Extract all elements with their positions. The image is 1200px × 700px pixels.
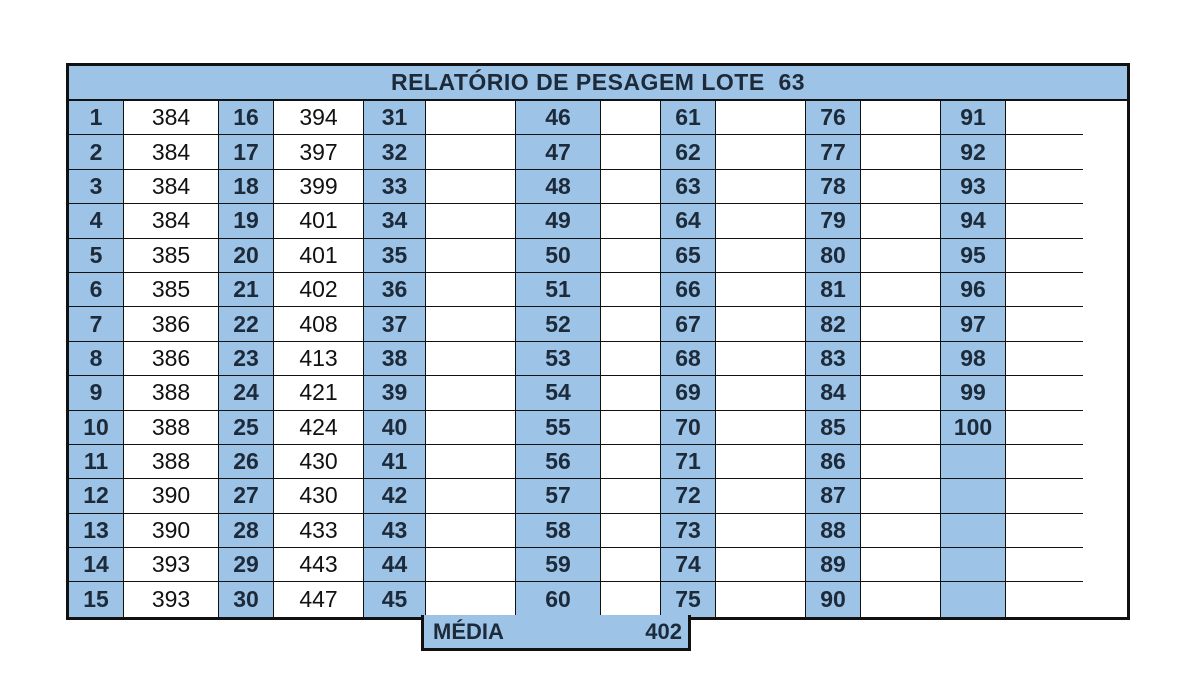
empty-weight-cell <box>601 170 661 204</box>
weight-value: 384 <box>124 170 219 204</box>
item-number: 17 <box>219 135 274 169</box>
empty-weight-cell <box>426 514 516 548</box>
empty-weight-cell <box>426 273 516 307</box>
weight-value: 443 <box>274 548 364 582</box>
item-number: 30 <box>219 582 274 616</box>
item-number: 13 <box>69 514 124 548</box>
empty-weight-cell <box>1006 239 1083 273</box>
item-number: 84 <box>806 376 861 410</box>
item-number: 42 <box>364 479 426 513</box>
empty-weight-cell <box>601 307 661 341</box>
empty-weight-cell <box>861 273 941 307</box>
item-number: 57 <box>516 479 601 513</box>
item-number: 6 <box>69 273 124 307</box>
item-number: 58 <box>516 514 601 548</box>
weight-value: 421 <box>274 376 364 410</box>
empty-weight-cell <box>861 411 941 445</box>
empty-weight-cell <box>716 582 806 616</box>
empty-weight-cell <box>601 411 661 445</box>
weight-value: 393 <box>124 548 219 582</box>
empty-weight-cell <box>861 376 941 410</box>
item-number: 56 <box>516 445 601 479</box>
empty-weight-cell <box>601 101 661 135</box>
weight-value: 433 <box>274 514 364 548</box>
empty-weight-cell <box>716 273 806 307</box>
empty-weight-cell <box>716 170 806 204</box>
weight-value: 384 <box>124 101 219 135</box>
weight-value: 388 <box>124 411 219 445</box>
item-number: 67 <box>661 307 716 341</box>
empty-weight-cell <box>716 548 806 582</box>
item-number: 12 <box>69 479 124 513</box>
item-number: 43 <box>364 514 426 548</box>
weight-value: 390 <box>124 514 219 548</box>
item-number: 86 <box>806 445 861 479</box>
item-number: 92 <box>941 135 1006 169</box>
weight-value: 408 <box>274 307 364 341</box>
empty-weight-cell <box>716 342 806 376</box>
empty-weight-cell <box>1006 411 1083 445</box>
item-number: 90 <box>806 582 861 616</box>
weight-value: 402 <box>274 273 364 307</box>
item-number: 61 <box>661 101 716 135</box>
empty-weight-cell <box>601 548 661 582</box>
empty-weight-cell <box>861 548 941 582</box>
item-number: 74 <box>661 548 716 582</box>
weight-value: 386 <box>124 307 219 341</box>
item-number: 63 <box>661 170 716 204</box>
empty-weight-cell <box>601 582 661 616</box>
item-number: 29 <box>219 548 274 582</box>
empty-weight-cell <box>601 239 661 273</box>
weighing-report-table <box>66 63 1130 620</box>
empty-weight-cell <box>1006 135 1083 169</box>
empty-weight-cell <box>1006 342 1083 376</box>
item-number: 77 <box>806 135 861 169</box>
empty-weight-cell <box>426 239 516 273</box>
item-number: 3 <box>69 170 124 204</box>
weight-value: 401 <box>274 204 364 238</box>
item-number: 71 <box>661 445 716 479</box>
empty-weight-cell <box>716 135 806 169</box>
item-number: 94 <box>941 204 1006 238</box>
item-number: 85 <box>806 411 861 445</box>
report-title: RELATÓRIO DE PESAGEM LOTE 63 <box>69 66 1127 101</box>
item-number: 95 <box>941 239 1006 273</box>
empty-weight-cell <box>861 135 941 169</box>
weight-value: 384 <box>124 204 219 238</box>
item-number: 98 <box>941 342 1006 376</box>
item-number: 24 <box>219 376 274 410</box>
item-number: 27 <box>219 479 274 513</box>
item-number: 19 <box>219 204 274 238</box>
average-label: MÉDIA <box>433 618 504 644</box>
item-number: 32 <box>364 135 426 169</box>
item-number: 15 <box>69 582 124 616</box>
item-number: 78 <box>806 170 861 204</box>
empty-weight-cell <box>861 239 941 273</box>
empty-weight-cell <box>716 514 806 548</box>
empty-number-cell <box>941 479 1006 513</box>
weight-value: 413 <box>274 342 364 376</box>
weight-value: 393 <box>124 582 219 616</box>
empty-weight-cell <box>426 170 516 204</box>
empty-weight-cell <box>716 307 806 341</box>
empty-weight-cell <box>601 204 661 238</box>
item-number: 76 <box>806 101 861 135</box>
item-number: 80 <box>806 239 861 273</box>
item-number: 40 <box>364 411 426 445</box>
item-number: 60 <box>516 582 601 616</box>
empty-weight-cell <box>716 411 806 445</box>
item-number: 91 <box>941 101 1006 135</box>
empty-weight-cell <box>861 479 941 513</box>
item-number: 96 <box>941 273 1006 307</box>
empty-weight-cell <box>1006 204 1083 238</box>
item-number: 97 <box>941 307 1006 341</box>
item-number: 46 <box>516 101 601 135</box>
item-number: 100 <box>941 411 1006 445</box>
item-number: 99 <box>941 376 1006 410</box>
empty-weight-cell <box>716 445 806 479</box>
empty-weight-cell <box>1006 273 1083 307</box>
item-number: 44 <box>364 548 426 582</box>
item-number: 50 <box>516 239 601 273</box>
empty-weight-cell <box>601 514 661 548</box>
item-number: 23 <box>219 342 274 376</box>
empty-weight-cell <box>716 239 806 273</box>
item-number: 34 <box>364 204 426 238</box>
item-number: 1 <box>69 101 124 135</box>
item-number: 53 <box>516 342 601 376</box>
empty-weight-cell <box>1006 307 1083 341</box>
empty-weight-cell <box>426 101 516 135</box>
item-number: 11 <box>69 445 124 479</box>
item-number: 64 <box>661 204 716 238</box>
empty-weight-cell <box>861 582 941 616</box>
item-number: 2 <box>69 135 124 169</box>
item-number: 20 <box>219 239 274 273</box>
item-number: 89 <box>806 548 861 582</box>
empty-weight-cell <box>861 307 941 341</box>
item-number: 8 <box>69 342 124 376</box>
empty-weight-cell <box>601 445 661 479</box>
item-number: 35 <box>364 239 426 273</box>
item-number: 39 <box>364 376 426 410</box>
empty-number-cell <box>941 445 1006 479</box>
item-number: 79 <box>806 204 861 238</box>
item-number: 41 <box>364 445 426 479</box>
empty-weight-cell <box>426 342 516 376</box>
empty-weight-cell <box>601 135 661 169</box>
weight-value: 385 <box>124 273 219 307</box>
item-number: 26 <box>219 445 274 479</box>
item-number: 45 <box>364 582 426 616</box>
empty-weight-cell <box>426 445 516 479</box>
item-number: 51 <box>516 273 601 307</box>
item-number: 16 <box>219 101 274 135</box>
item-number: 25 <box>219 411 274 445</box>
empty-weight-cell <box>716 376 806 410</box>
empty-number-cell <box>941 582 1006 616</box>
item-number: 47 <box>516 135 601 169</box>
empty-weight-cell <box>1006 170 1083 204</box>
empty-weight-cell <box>426 204 516 238</box>
empty-weight-cell <box>601 342 661 376</box>
empty-weight-cell <box>1006 548 1083 582</box>
weight-value: 399 <box>274 170 364 204</box>
empty-weight-cell <box>861 204 941 238</box>
empty-weight-cell <box>716 479 806 513</box>
item-number: 38 <box>364 342 426 376</box>
weights-grid <box>69 101 1127 617</box>
weight-value: 390 <box>124 479 219 513</box>
empty-weight-cell <box>426 307 516 341</box>
weight-value: 401 <box>274 239 364 273</box>
item-number: 4 <box>69 204 124 238</box>
weight-value: 430 <box>274 445 364 479</box>
weight-value: 386 <box>124 342 219 376</box>
item-number: 87 <box>806 479 861 513</box>
empty-weight-cell <box>601 376 661 410</box>
item-number: 48 <box>516 170 601 204</box>
weight-value: 447 <box>274 582 364 616</box>
empty-weight-cell <box>426 376 516 410</box>
item-number: 14 <box>69 548 124 582</box>
empty-weight-cell <box>861 170 941 204</box>
item-number: 75 <box>661 582 716 616</box>
empty-weight-cell <box>861 445 941 479</box>
item-number: 52 <box>516 307 601 341</box>
item-number: 18 <box>219 170 274 204</box>
item-number: 62 <box>661 135 716 169</box>
empty-weight-cell <box>861 514 941 548</box>
item-number: 54 <box>516 376 601 410</box>
item-number: 93 <box>941 170 1006 204</box>
empty-weight-cell <box>861 342 941 376</box>
item-number: 88 <box>806 514 861 548</box>
weight-value: 385 <box>124 239 219 273</box>
item-number: 5 <box>69 239 124 273</box>
empty-weight-cell <box>1006 514 1083 548</box>
item-number: 55 <box>516 411 601 445</box>
item-number: 70 <box>661 411 716 445</box>
empty-weight-cell <box>1006 376 1083 410</box>
weight-value: 397 <box>274 135 364 169</box>
item-number: 10 <box>69 411 124 445</box>
empty-weight-cell <box>861 101 941 135</box>
empty-weight-cell <box>1006 582 1083 616</box>
item-number: 68 <box>661 342 716 376</box>
empty-weight-cell <box>601 273 661 307</box>
weight-value: 430 <box>274 479 364 513</box>
empty-weight-cell <box>716 204 806 238</box>
item-number: 31 <box>364 101 426 135</box>
empty-weight-cell <box>426 411 516 445</box>
item-number: 22 <box>219 307 274 341</box>
item-number: 72 <box>661 479 716 513</box>
empty-weight-cell <box>716 101 806 135</box>
empty-weight-cell <box>426 135 516 169</box>
weight-value: 394 <box>274 101 364 135</box>
item-number: 81 <box>806 273 861 307</box>
item-number: 37 <box>364 307 426 341</box>
item-number: 73 <box>661 514 716 548</box>
item-number: 33 <box>364 170 426 204</box>
empty-weight-cell <box>426 548 516 582</box>
item-number: 59 <box>516 548 601 582</box>
empty-weight-cell <box>426 582 516 616</box>
weight-value: 424 <box>274 411 364 445</box>
empty-weight-cell <box>1006 445 1083 479</box>
average-box <box>421 615 691 651</box>
item-number: 66 <box>661 273 716 307</box>
item-number: 69 <box>661 376 716 410</box>
item-number: 65 <box>661 239 716 273</box>
item-number: 36 <box>364 273 426 307</box>
empty-weight-cell <box>601 479 661 513</box>
item-number: 83 <box>806 342 861 376</box>
weight-value: 388 <box>124 376 219 410</box>
empty-weight-cell <box>426 479 516 513</box>
weight-value: 388 <box>124 445 219 479</box>
average-value: 402 <box>645 618 682 644</box>
item-number: 7 <box>69 307 124 341</box>
empty-weight-cell <box>1006 101 1083 135</box>
empty-weight-cell <box>1006 479 1083 513</box>
item-number: 9 <box>69 376 124 410</box>
weight-value: 384 <box>124 135 219 169</box>
item-number: 49 <box>516 204 601 238</box>
empty-number-cell <box>941 514 1006 548</box>
empty-number-cell <box>941 548 1006 582</box>
item-number: 82 <box>806 307 861 341</box>
item-number: 28 <box>219 514 274 548</box>
item-number: 21 <box>219 273 274 307</box>
